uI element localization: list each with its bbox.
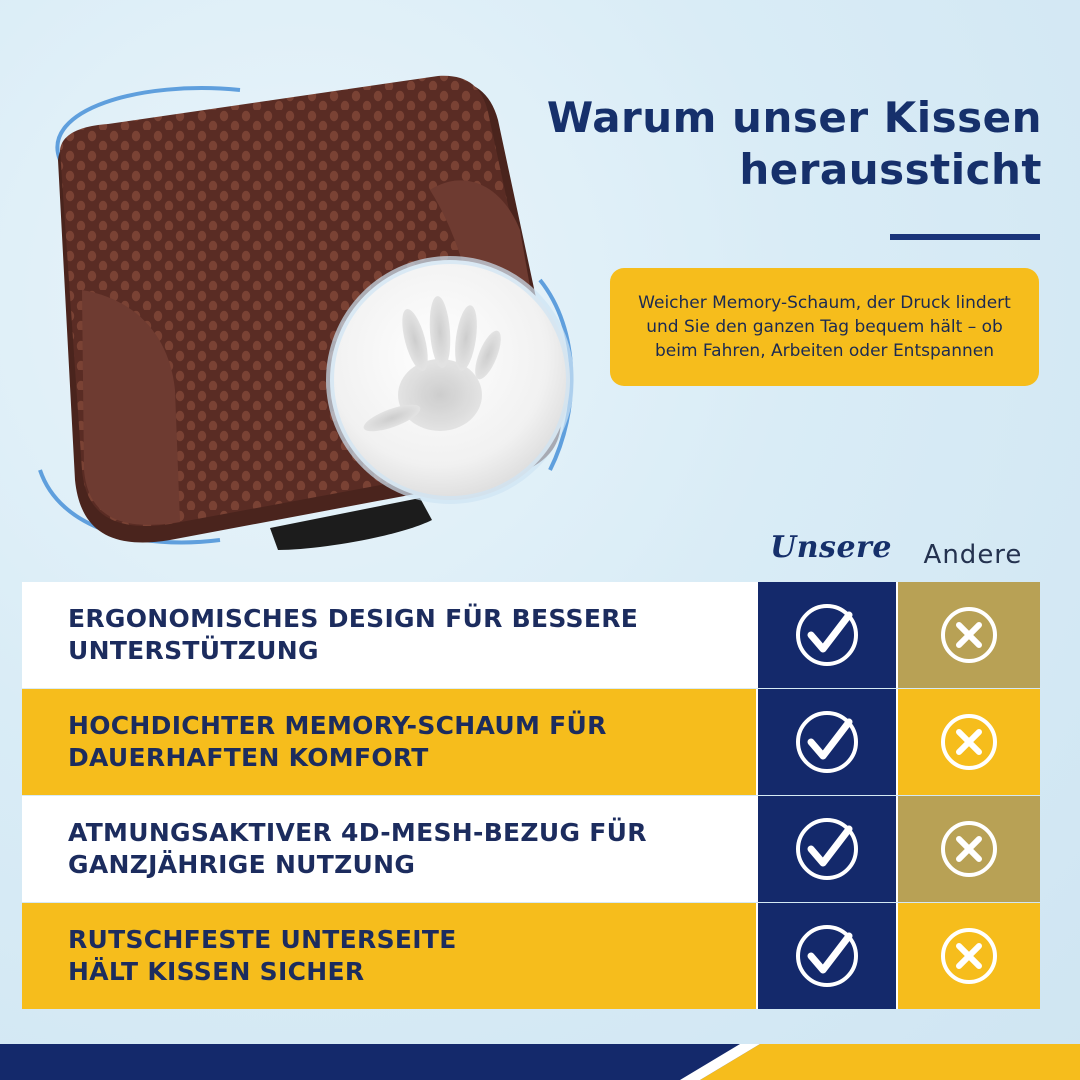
feature-label-line-1: ATMUNGSAKTIVER 4D-MESH-BEZUG FÜR [68,818,647,847]
feature-label [22,903,756,1009]
headline [522,92,1042,196]
check-icon [789,811,865,887]
feature-label-line-2: GANZJÄHRIGE NUTZUNG [68,850,416,879]
comparison-row [22,903,1080,1009]
comparison-row [22,796,1080,902]
headline-line-2: heraussticht [739,145,1042,194]
others-cell [898,796,1040,902]
feature-label-line-2: HÄLT KISSEN SICHER [68,957,365,986]
feature-label-line-1: RUTSCHFESTE UNTERSEITE [68,925,457,954]
cross-icon [937,817,1001,881]
check-icon [789,704,865,780]
ours-cell [756,582,898,688]
others-cell [898,689,1040,795]
check-icon [789,597,865,673]
ours-cell [756,903,898,1009]
others-cell [898,903,1040,1009]
column-header-others: Andere [923,540,1023,570]
feature-label-line-1: HOCHDICHTER MEMORY-SCHAUM FÜR [68,711,607,740]
cross-icon [937,710,1001,774]
column-header-ours: Unsere [770,530,892,565]
headline-divider [890,234,1040,240]
headline-line-1: Warum unser Kissen [546,93,1042,142]
feature-label [22,582,756,688]
feature-label-line-2: UNTERSTÜTZUNG [68,636,319,665]
feature-label [22,796,756,902]
ours-cell [756,796,898,902]
footer-stripe [0,1044,1080,1080]
comparison-row [22,582,1080,688]
feature-callout [610,268,1039,386]
feature-label-line-1: ERGONOMISCHES DESIGN FÜR BESSERE [68,604,639,633]
ours-cell [756,689,898,795]
others-cell [898,582,1040,688]
cross-icon [937,603,1001,667]
cross-icon [937,924,1001,988]
comparison-table [22,582,1080,1010]
feature-label-line-2: DAUERHAFTEN KOMFORT [68,743,429,772]
comparison-row [22,689,1080,795]
feature-callout-text: Weicher Memory-Schaum, der Druck lindert und Sie den ganzen Tag bequem hält – ob beim Fahren, Arbeiten oder Entspannen [638,293,1011,361]
check-icon [789,918,865,994]
feature-label [22,689,756,795]
